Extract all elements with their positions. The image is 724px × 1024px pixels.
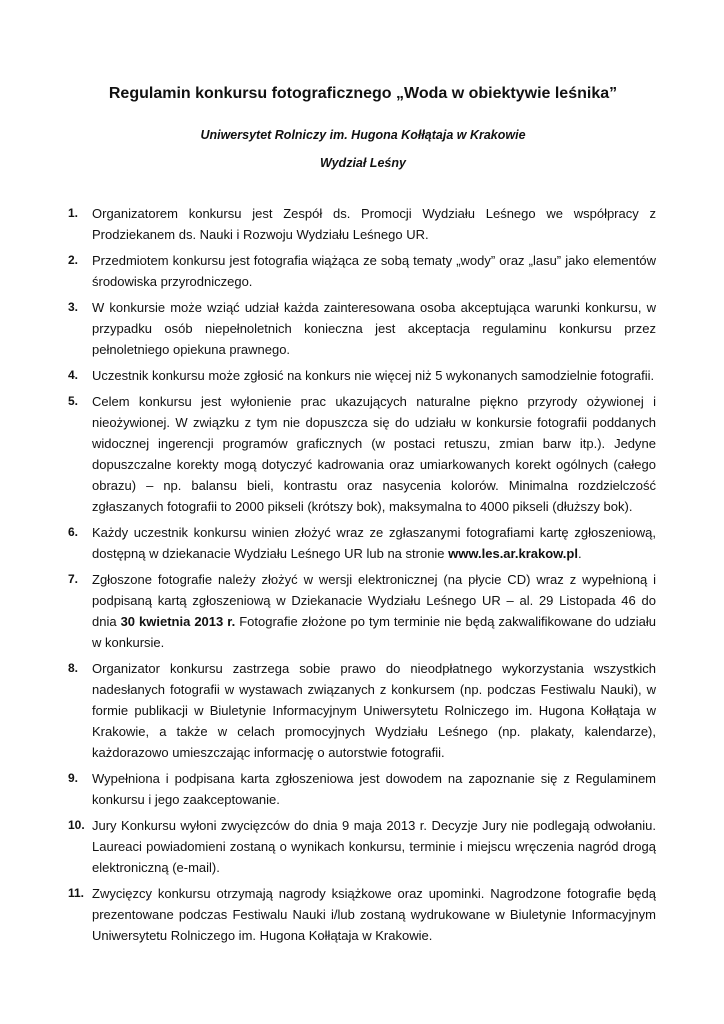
rule-text: Uczestnik konkursu może zgłosić na konkurs nie więcej niż 5 wykonanych samodzielnie fotografii. [92,368,655,383]
rule-text: Organizator konkursu zastrzega sobie prawo do nieodpłatnego wykorzystania wszystkich nadesłanych fotografii w wystawach związanych z konkursem (np. podczas Festiwalu Nauki), w formie publikacji w Biuletynie Informacyjnym Uniwersytetu Rolniczego im. Hugona Kołłątaja w Krakowie, a także w celach promocyjnych Wydziału Leśnego (np. plakaty, kalendarze), każdorazowo umieszczając informację o autorstwie fotografii. [92,661,656,760]
rule-text: Jury Konkursu wyłoni zwycięzców do dnia 9 maja 2013 r. Decyzje Jury nie podlegają odwołaniu. Laureaci powiadomieni zostaną o wynikach konkursu, terminie i miejscu wręczenia nagród drogą elektroniczną (e-mail). [92,818,656,875]
rule-number: 7. [68,572,79,586]
rule-item [70,569,656,653]
rule-text: Wypełniona i podpisana karta zgłoszeniowa jest dowodem na zapoznanie się z Regulaminem konkursu i jego zaakceptowanie. [92,771,656,807]
rule-item [70,203,656,245]
rule-number: 9. [68,771,79,785]
document-title: Regulamin konkursu fotograficznego „Woda w obiektywie leśnika” [108,85,618,102]
rules-list [70,203,656,946]
rule-number: 3. [68,300,79,314]
rule-item [70,391,656,517]
deadline-date: 30 kwietnia 2013 r. [120,614,236,629]
rule-text: Przedmiotem konkursu jest fotografia wiążąca ze sobą tematy „wody” oraz „lasu” jako elementów środowiska przyrodniczego. [92,253,656,289]
rule-item [70,297,656,360]
rule-item [70,768,656,810]
university-name: Uniwersytet Rolniczy im. Hugona Kołłątaja w Krakowie [200,128,526,142]
rule-item [70,250,656,292]
rule-item [70,883,656,946]
rule-number: 5. [68,394,79,408]
rule-item [70,522,656,564]
rule-item [70,815,656,878]
rule-text: Każdy uczestnik konkursu winien złożyć wraz ze zgłaszanymi fotografiami kartę zgłoszeniową, dostępną w dziekanacie Wydziału Leśnego UR lub na stronie www.les.ar.krakow.pl. [92,525,656,561]
rule-text: Celem konkursu jest wyłonienie prac ukazujących naturalne piękno przyrody ożywionej i nieożywionej. W związku z tym nie dopuszcza się do udziału w konkursie fotografii poddanych widocznej ingerencji programów graficznych (w postaci retuszu, zmian barw itp.). Jedyne dopuszczalne korekty mogą dotyczyć kadrowania oraz umiarkowanych korekt ogólnych (całego obrazu) – np. balansu bieli, kontrastu oraz nasycenia kolorów. Minimalna rozdzielczość zgłaszanych fotografii to 2000 pikseli (krótszy bok), maksymalna to 4000 pikseli (dłuższy bok). [92,394,656,514]
rule-number: 4. [68,368,79,382]
rule-number: 11. [68,886,85,900]
rule-number: 1. [68,206,79,220]
rule-text: W konkursie może wziąć udział każda zainteresowana osoba akceptująca warunki konkursu, w przypadku osób niepełnoletnich konieczna jest akceptacja regulaminu konkursu przez pełnoletniego opiekuna prawnego. [92,300,656,357]
rule-item [70,658,656,763]
rule-text: Organizatorem konkursu jest Zespół ds. Promocji Wydziału Leśnego we współpracy z Prodziekanem ds. Nauki i Rozwoju Wydziału Leśnego UR. [92,206,656,242]
rule-text: Zgłoszone fotografie należy złożyć w wersji elektronicznej (na płycie CD) wraz z wypełnioną i podpisaną kartą zgłoszeniową w Dziekanacie Wydziału Leśnego UR – al. 29 Listopada 46 do dnia 30 kwietnia 2013 r. Fotografie złożone po tym terminie nie będą zakwalifikowane do udziału w konkursie. [92,572,656,650]
rule-number: 2. [68,253,79,267]
rule-text: Zwycięzcy konkursu otrzymają nagrody książkowe oraz upominki. Nagrodzone fotografie będą prezentowane podczas Festiwalu Nauki i/lub zostaną wydrukowane w Biuletynie Informacyjnym Uniwersytetu Rolniczego im. Hugona Kołłątaja w Krakowie. [92,886,656,943]
rule-number: 10. [68,818,85,832]
rule-number: 6. [68,525,79,539]
faculty-name: Wydział Leśny [320,156,406,170]
rule-item [70,365,656,386]
rule-number: 8. [68,661,79,675]
website-link[interactable]: www.les.ar.krakow.pl [448,546,578,561]
